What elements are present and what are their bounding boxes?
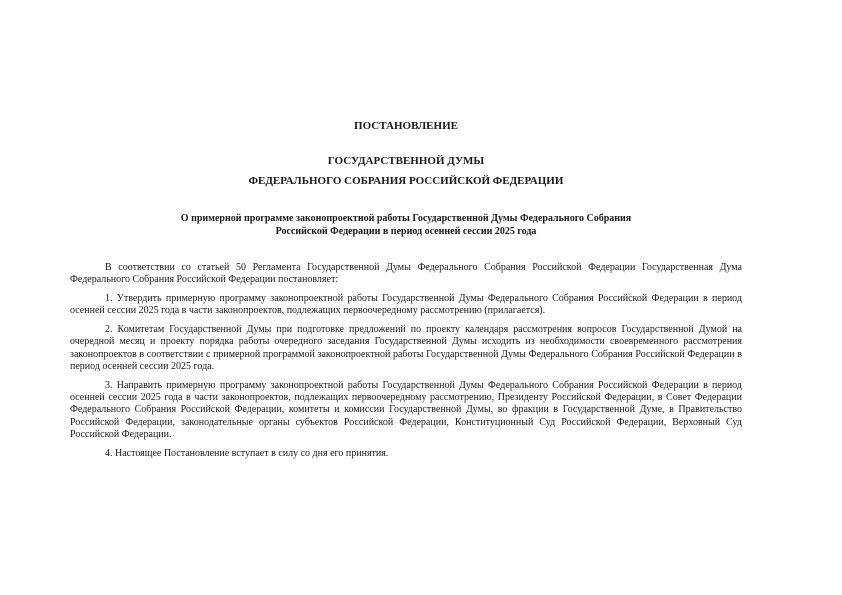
authority-line-1: ГОСУДАРСТВЕННОЙ ДУМЫ bbox=[327, 155, 485, 167]
subject-line-1: О примерной программе законопроектной работы Государственной Думы Федерального Собрания bbox=[180, 213, 632, 224]
subject-line-2: Российской Федерации в период осенней сессии 2025 года bbox=[275, 226, 537, 237]
document-body bbox=[70, 262, 742, 467]
clause-1-paragraph: 1. Утвердить примерную программу законопроектной работы Государственной Думы Федерального Собрания Российской Федерации в период осенней сессии 2025 года в части законопроектов, подлежащих первоочередному рассмотрению (прилагается). bbox=[70, 293, 742, 317]
clause-4-paragraph: 4. Настоящее Постановление вступает в силу со дня его принятия. bbox=[105, 447, 389, 459]
document-subject bbox=[100, 212, 712, 238]
clause-3-paragraph: 3. Направить примерную программу законопроектной работы Государственной Думы Федерального Собрания Российской Федерации в период осенней сессии 2025 года в части законопроектов, подлежащих первоочередному рассмотрению, Президенту Российской Федерации, в Совет Федерации Федерального Собрания Российской Федерации, комитеты и комиссии Государственной Думы, во фракции в Государственной Думе, в Правительство Российской Федерации, законодательные органы субъектов Российской Федерации, Конституционный Суд Российской Федерации, Верховный Суд Российской Федерации. bbox=[70, 379, 742, 441]
document-type-title: ПОСТАНОВЛЕНИЕ bbox=[354, 120, 458, 132]
authority-line-2: ФЕДЕРАЛЬНОГО СОБРАНИЯ РОССИЙСКОЙ ФЕДЕРАЦИИ bbox=[248, 175, 564, 187]
clause-2-paragraph: 2. Комитетам Государственной Думы при подготовке предложений по проекту календаря рассмотрения вопросов Государственной Думой на очередной месяц и проекту порядка работы очередного заседания Государственной Думы исходить из необходимости своевременного рассмотрения законопроектов в соответствии с примерной программой законопроектной работы Государственной Думы Федерального Собрания Российской Федерации в период осенней сессии 2025 года. bbox=[70, 324, 742, 373]
preamble-paragraph: В соответствии со статьей 50 Регламента Государственной Думы Федерального Собрания Российской Федерации Государственная Дума Федерального Собрания Российской Федерации постановляет: bbox=[70, 262, 742, 286]
